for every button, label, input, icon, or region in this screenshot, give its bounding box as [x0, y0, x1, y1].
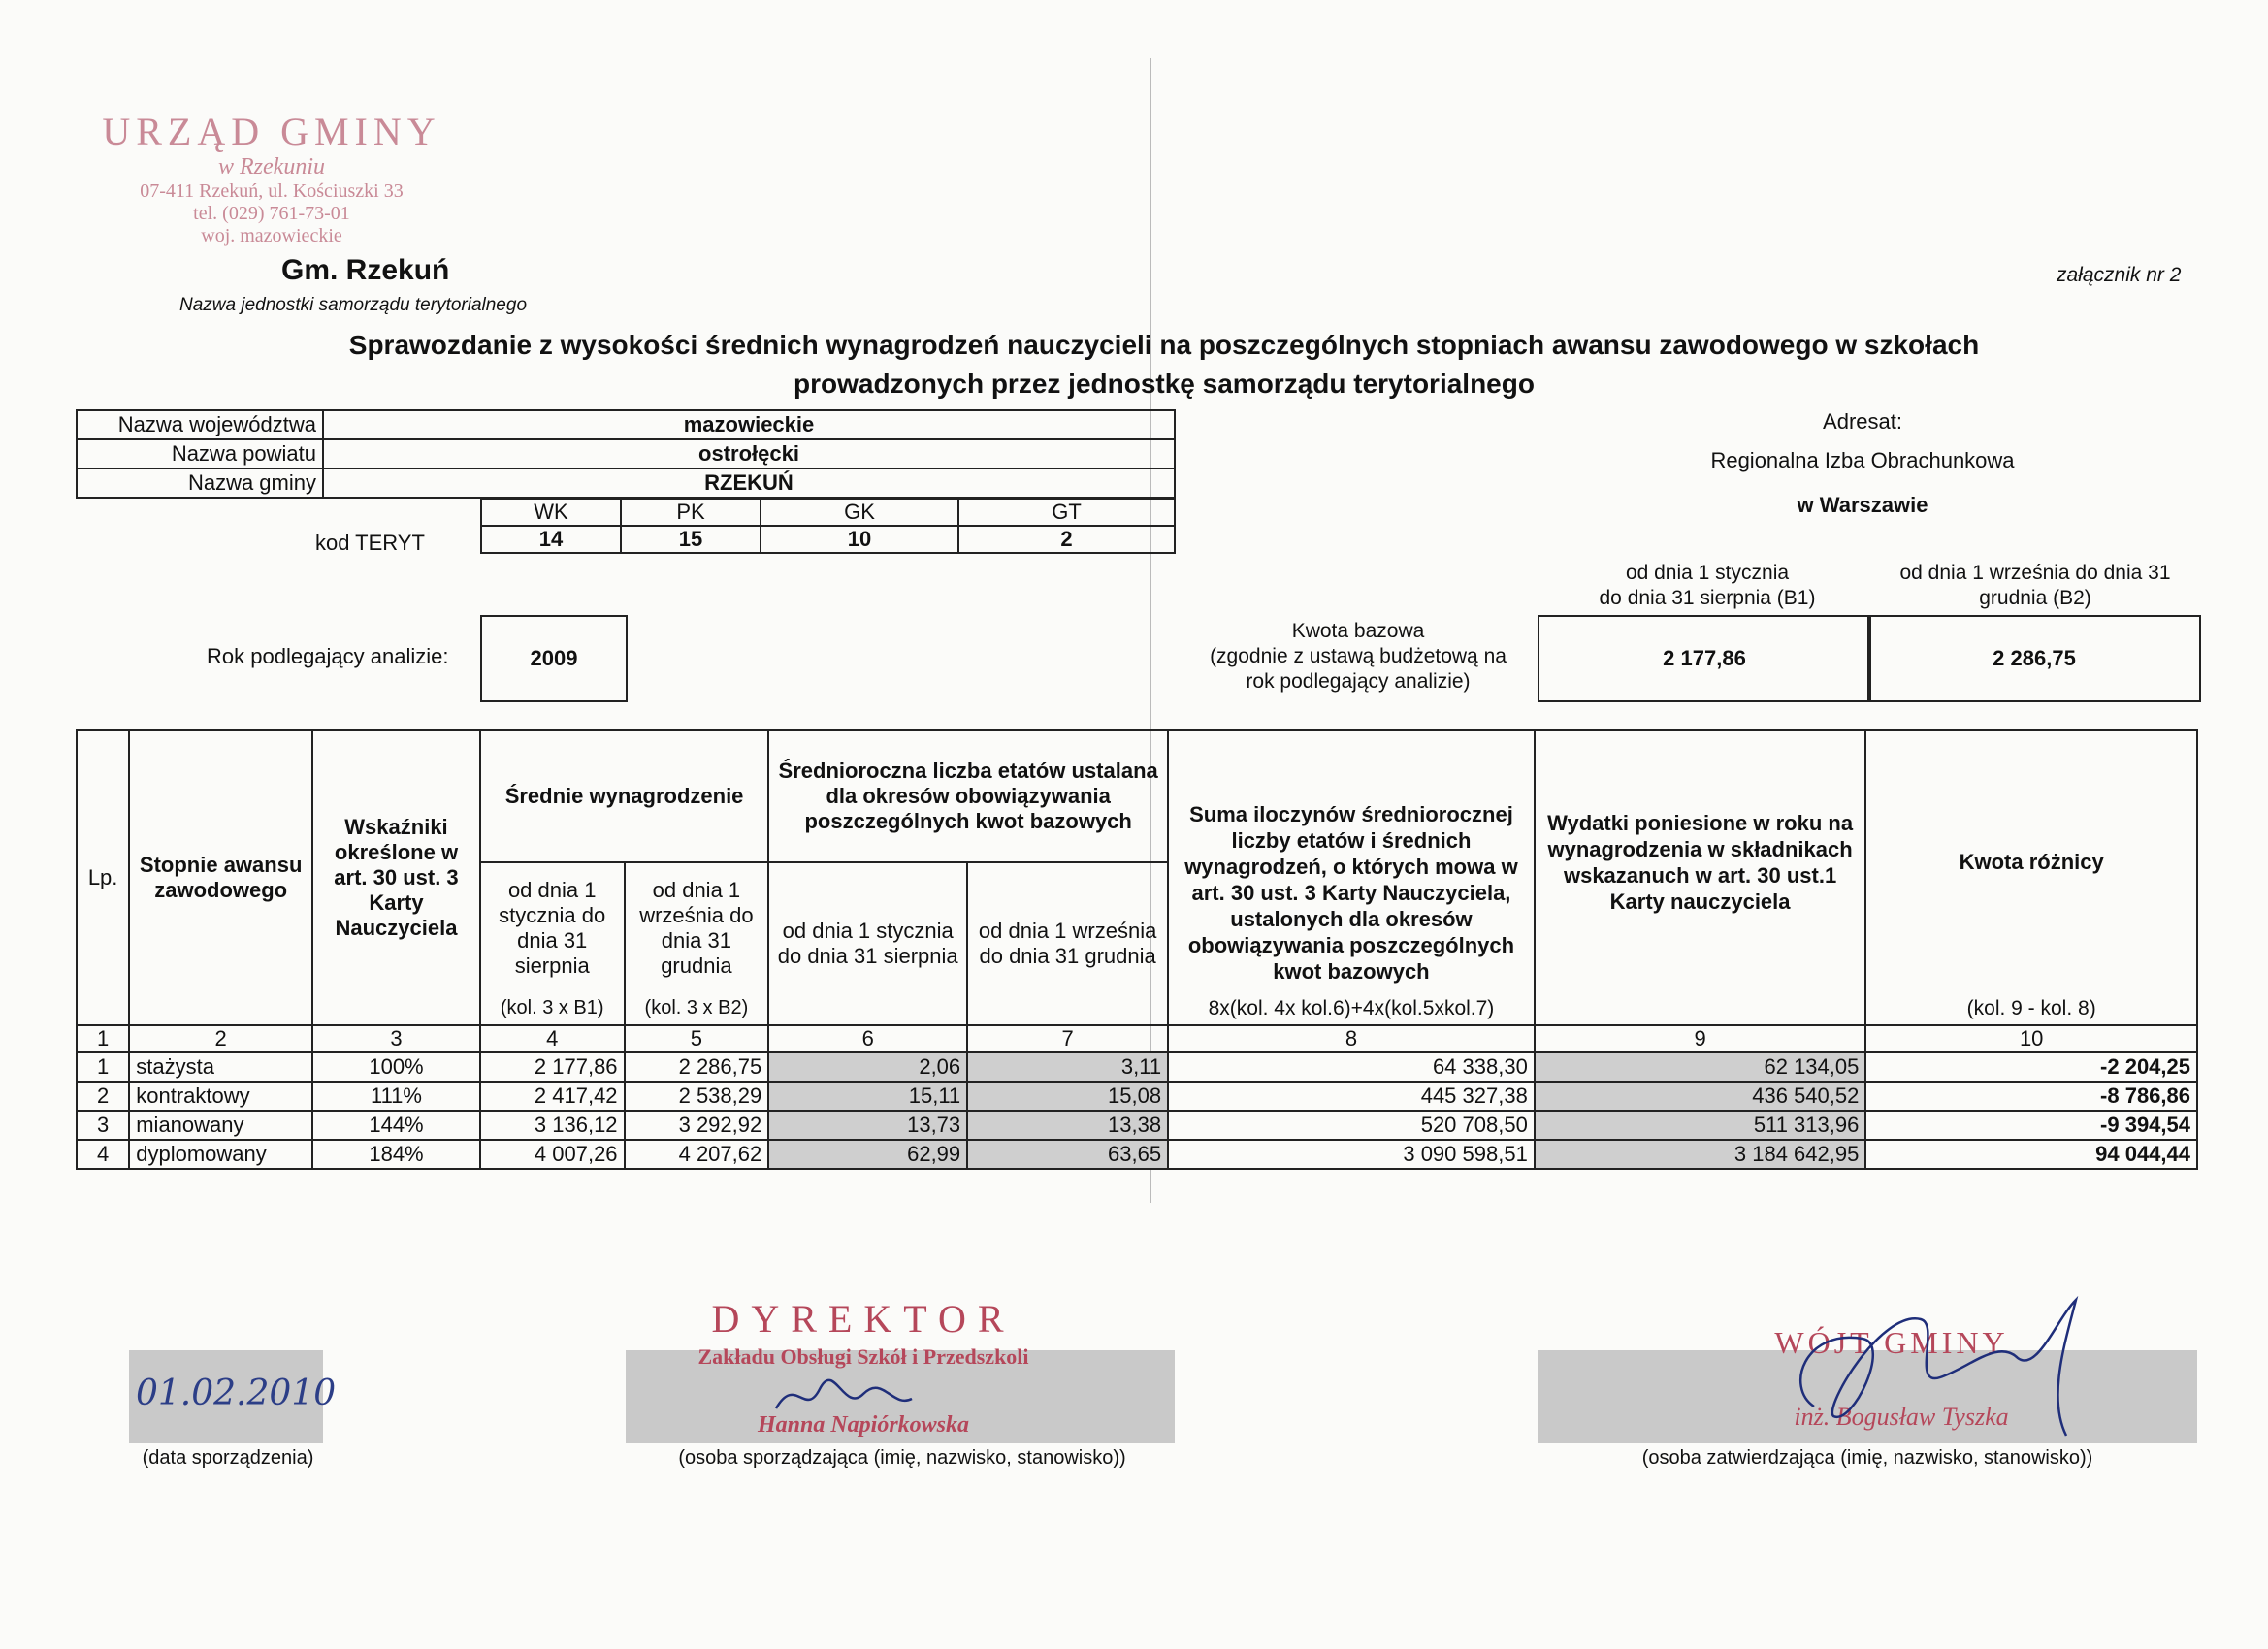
- addressee-label: Adresat:: [1823, 409, 1902, 434]
- row-indicator: 144%: [312, 1111, 480, 1140]
- row-indicator: 100%: [312, 1052, 480, 1082]
- row-sum: 3 090 598,51: [1168, 1140, 1535, 1169]
- row-indicator: 111%: [312, 1082, 480, 1111]
- teryt-label: kod TERYT: [315, 531, 425, 555]
- row-sum: 520 708,50: [1168, 1111, 1535, 1140]
- row-fte1: 62,99: [768, 1140, 967, 1169]
- header-fte-sub1: od dnia 1 stycznia do dnia 31 sierpnia: [768, 862, 967, 1025]
- row-sum: 445 327,38: [1168, 1082, 1535, 1111]
- row-lp: 3: [77, 1111, 129, 1140]
- stamp-line: woj. mazowieckie: [201, 225, 342, 246]
- commune-value: RZEKUŃ: [323, 469, 1175, 498]
- row-avg1: 2 177,86: [480, 1052, 625, 1082]
- row-fte2: 13,38: [967, 1111, 1168, 1140]
- b2-header-line: od dnia 1 września do dnia 31: [1899, 562, 2171, 584]
- header-grade: Stopnie awansu zawodowego: [129, 730, 312, 1025]
- row-avg2: 3 292,92: [625, 1111, 769, 1140]
- col-number: 7: [967, 1025, 1168, 1052]
- row-diff: -8 786,86: [1865, 1082, 2197, 1111]
- header-indicator: Wskaźniki określone w art. 30 ust. 3 Karty Nauczyciela: [312, 730, 480, 1025]
- teryt-value: 14: [481, 526, 621, 553]
- addressee-city: w Warszawie: [1797, 493, 1928, 517]
- commune-label: Nazwa gminy: [77, 469, 323, 498]
- approver-caption: (osoba zatwierdzająca (imię, nazwisko, stanowisko)): [1641, 1447, 2093, 1469]
- row-avg2: 2 538,29: [625, 1082, 769, 1111]
- row-diff: -9 394,54: [1865, 1111, 2197, 1140]
- row-expenses: 62 134,05: [1535, 1052, 1866, 1082]
- header-fte: Średnioroczna liczba etatów ustalana dla okresów obowiązywania poszczególnych kwot bazowych: [768, 730, 1168, 862]
- approver-name: inż. Bogusław Tyszka: [1794, 1403, 2009, 1431]
- teryt-value: 15: [621, 526, 761, 553]
- header-diff-formula: (kol. 9 - kol. 8): [1865, 992, 2197, 1025]
- stamp-line: w Rzekuniu: [218, 154, 325, 179]
- preparer-stamp-sub: Zakładu Obsługi Szkół i Przedszkoli: [697, 1344, 1029, 1369]
- table-row: [77, 1140, 2197, 1169]
- col-number: 2: [129, 1025, 312, 1052]
- preparer-signature: [766, 1370, 931, 1428]
- row-lp: 2: [77, 1082, 129, 1111]
- stamp-line: tel. (029) 761-73-01: [193, 203, 350, 224]
- col-number: 10: [1865, 1025, 2197, 1052]
- teryt-table: [480, 498, 1176, 554]
- header-diff: Kwota różnicy: [1865, 730, 2197, 992]
- b2-value: 2 286,75: [1867, 615, 2201, 702]
- row-expenses: 436 540,52: [1535, 1082, 1866, 1111]
- col-number: 1: [77, 1025, 129, 1052]
- header-lp: Lp.: [77, 730, 129, 1025]
- teryt-header: PK: [621, 499, 761, 526]
- addressee-block: [1639, 409, 2086, 518]
- row-fte1: 13,73: [768, 1111, 967, 1140]
- unit-caption: Nazwa jednostki samorządu terytorialnego: [179, 295, 528, 315]
- b1-header: [1542, 561, 1872, 611]
- row-diff: 94 044,44: [1865, 1140, 2197, 1169]
- header-avg-salary: Średnie wynagrodzenie: [480, 730, 768, 862]
- col-number: 6: [768, 1025, 967, 1052]
- teryt-value: 10: [761, 526, 958, 553]
- teryt-value: 2: [958, 526, 1175, 553]
- header-avg-formula2: (kol. 3 x B2): [625, 992, 769, 1025]
- row-expenses: 511 313,96: [1535, 1111, 1866, 1140]
- row-indicator: 184%: [312, 1140, 480, 1169]
- teryt-header: WK: [481, 499, 621, 526]
- row-grade: kontraktowy: [129, 1082, 312, 1111]
- b1-header-line: od dnia 1 stycznia: [1625, 562, 1790, 584]
- row-grade: mianowany: [129, 1111, 312, 1140]
- year-label: Rok podlegający analizie:: [207, 644, 449, 668]
- teryt-header: GK: [761, 499, 958, 526]
- addressee-name: Regionalna Izba Obrachunkowa: [1710, 448, 2015, 472]
- report-title-line2: prowadzonych przez jednostkę samorządu terytorialnego: [794, 369, 1535, 399]
- teryt-header: GT: [958, 499, 1175, 526]
- row-grade: stażysta: [129, 1052, 312, 1082]
- row-avg1: 2 417,42: [480, 1082, 625, 1111]
- header-sum: Suma iloczynów średniorocznej liczby etatów i średnich wynagrodzeń, o których mowa w art. 30 ust. 3 Karty Nauczyciela, ustalonych dla okresów obowiązywania poszczególnych kwot bazowych: [1168, 730, 1535, 992]
- preparer-caption: (osoba sporządzająca (imię, nazwisko, stanowisko)): [678, 1447, 1126, 1469]
- col-number: 3: [312, 1025, 480, 1052]
- header-sum-formula: 8x(kol. 4x kol.6)+4x(kol.5xkol.7): [1168, 992, 1535, 1025]
- row-sum: 64 338,30: [1168, 1052, 1535, 1082]
- header-avg-sub2: od dnia 1 września do dnia 31 grudnia: [625, 862, 769, 992]
- location-table: [76, 409, 1176, 499]
- header-avg-formula1: (kol. 3 x B1): [480, 992, 625, 1025]
- row-fte2: 15,08: [967, 1082, 1168, 1111]
- date-value: 01.02.2010: [136, 1374, 337, 1413]
- salary-table: [76, 729, 2198, 1170]
- col-number: 4: [480, 1025, 625, 1052]
- county-value: ostrołęcki: [323, 439, 1175, 469]
- row-fte2: 63,65: [967, 1140, 1168, 1169]
- row-fte2: 3,11: [967, 1052, 1168, 1082]
- b1-value: 2 177,86: [1538, 615, 1871, 702]
- b2-header: [1870, 561, 2200, 611]
- table-row: [77, 1082, 2197, 1111]
- unit-name: Gm. Rzekuń: [281, 254, 450, 286]
- attachment-label: załącznik nr 2: [2057, 264, 2182, 286]
- table-row: [77, 1052, 2197, 1082]
- col-number: 8: [1168, 1025, 1535, 1052]
- row-avg2: 2 286,75: [625, 1052, 769, 1082]
- preparer-stamp-title: DYREKTOR: [711, 1297, 1016, 1341]
- stamp-line: 07-411 Rzekuń, ul. Kościuszki 33: [140, 180, 404, 202]
- row-avg1: 3 136,12: [480, 1111, 625, 1140]
- header-expenses: Wydatki poniesione w roku na wynagrodzenia w składnikach wskazanuch w art. 30 ust.1 Karty nauczyciela: [1535, 730, 1866, 992]
- base-amount-label: [1174, 619, 1542, 695]
- date-caption: (data sporządzenia): [142, 1447, 314, 1469]
- row-fte1: 2,06: [768, 1052, 967, 1082]
- b2-header-line: grudnia (B2): [1979, 587, 2091, 609]
- report-title-line1: Sprawozdanie z wysokości średnich wynagrodzeń nauczycieli na poszczególnych stopniach awansu zawodowego w szkołach: [348, 330, 1980, 360]
- b1-header-line: do dnia 31 sierpnia (B1): [1599, 587, 1816, 609]
- header-fte-sub2: od dnia 1 września do dnia 31 grudnia: [967, 862, 1168, 1025]
- base-amount-label-line: (zgodnie z ustawą budżetową na: [1210, 645, 1507, 667]
- col-number: 5: [625, 1025, 769, 1052]
- col-number: 9: [1535, 1025, 1866, 1052]
- approver-stamp-title: WÓJT GMINY: [1774, 1325, 2009, 1360]
- row-fte1: 15,11: [768, 1082, 967, 1111]
- base-amount-label-line: rok podlegający analizie): [1246, 670, 1471, 693]
- row-expenses: 3 184 642,95: [1535, 1140, 1866, 1169]
- stamp-line: URZĄD GMINY: [102, 110, 441, 153]
- base-amount-label-line: Kwota bazowa: [1291, 620, 1425, 642]
- table-row: [77, 1111, 2197, 1140]
- row-grade: dyplomowany: [129, 1140, 312, 1169]
- row-lp: 4: [77, 1140, 129, 1169]
- row-diff: -2 204,25: [1865, 1052, 2197, 1082]
- header-avg-sub1: od dnia 1 stycznia do dnia 31 sierpnia: [480, 862, 625, 992]
- preparer-name: Hanna Napiórkowska: [757, 1412, 970, 1438]
- county-label: Nazwa powiatu: [77, 439, 323, 469]
- voivodeship-value: mazowieckie: [323, 410, 1175, 439]
- row-avg2: 4 207,62: [625, 1140, 769, 1169]
- header-expenses-spacer: [1535, 992, 1866, 1025]
- row-avg1: 4 007,26: [480, 1140, 625, 1169]
- year-value: 2009: [480, 615, 628, 702]
- voivodeship-label: Nazwa województwa: [77, 410, 323, 439]
- row-lp: 1: [77, 1052, 129, 1082]
- office-stamp: [68, 109, 475, 247]
- approver-signature: [1775, 1280, 2105, 1455]
